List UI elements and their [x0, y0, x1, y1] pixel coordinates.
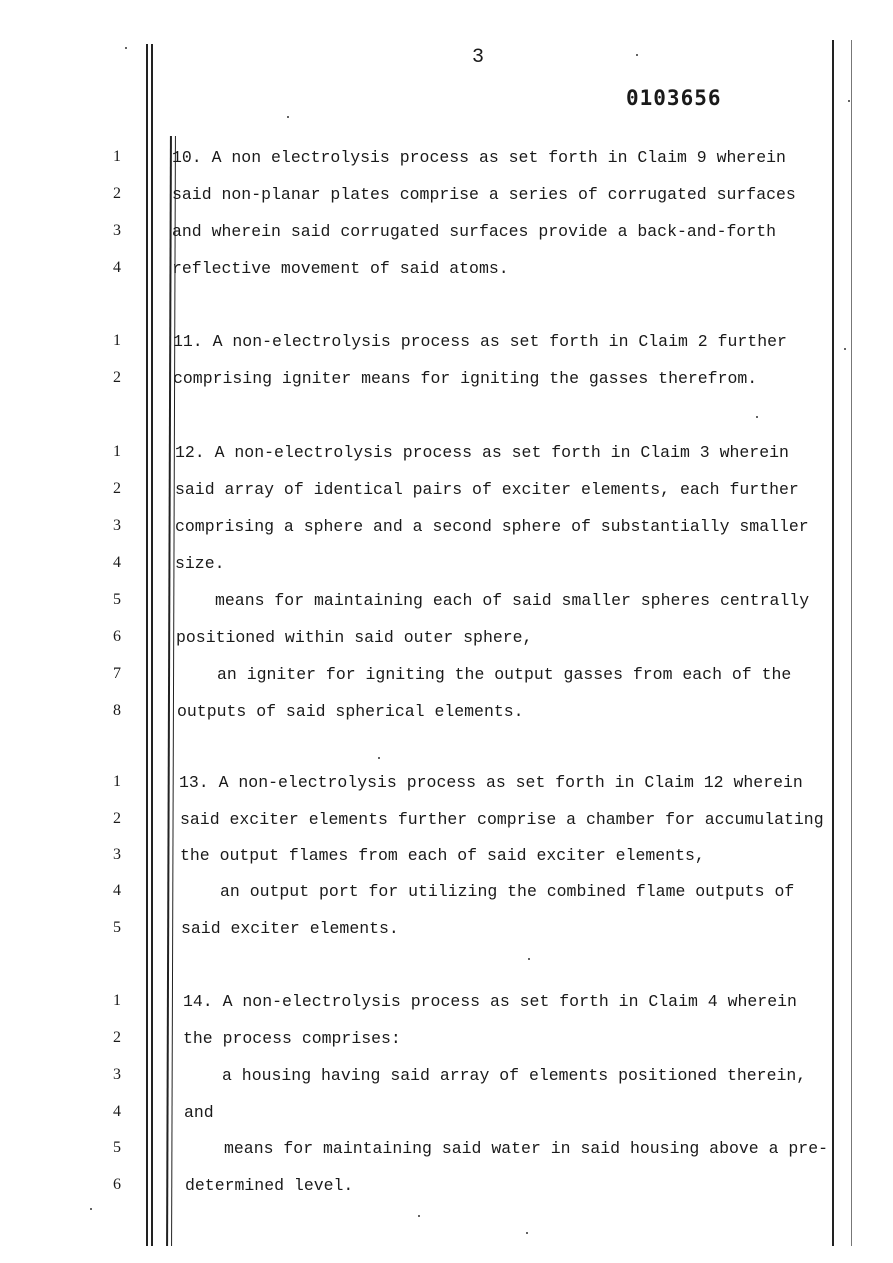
line-text: 12. A non-electrolysis process as set forth in Claim 3 wherein [175, 443, 789, 462]
scan-speck [526, 1232, 528, 1234]
line-number: 6 [113, 628, 121, 645]
claim-line [0, 443, 893, 463]
line-text: means for maintaining said water in said housing above a pre- [224, 1139, 828, 1158]
claim-line [0, 628, 893, 648]
claim-line [0, 1176, 893, 1196]
line-number: 1 [113, 773, 121, 790]
line-number: 3 [113, 1066, 121, 1083]
line-text: 11. A non-electrolysis process as set forth in Claim 2 further [173, 332, 787, 351]
page-number: 3 [472, 46, 485, 69]
claim-line [0, 480, 893, 500]
line-text: means for maintaining each of said smaller spheres centrally [215, 591, 810, 610]
line-number: 1 [113, 332, 121, 349]
claim-line [0, 810, 893, 830]
line-number: 3 [113, 222, 121, 239]
scan-speck [756, 416, 758, 418]
line-text: the output flames from each of said exciter elements, [180, 846, 705, 865]
line-number: 1 [113, 992, 121, 1009]
line-number: 5 [113, 1139, 121, 1156]
line-text: determined level. [185, 1176, 354, 1195]
line-text: positioned within said outer sphere, [176, 628, 533, 647]
line-text: a housing having said array of elements positioned therein, [222, 1066, 807, 1085]
claim-line [0, 222, 893, 242]
line-text: said non-planar plates comprise a series of corrugated surfaces [172, 185, 796, 204]
claim-line [0, 882, 893, 902]
claim-line [0, 773, 893, 793]
line-number: 4 [113, 259, 121, 276]
line-text: size. [175, 554, 225, 573]
line-text: 13. A non-electrolysis process as set forth in Claim 12 wherein [179, 773, 803, 792]
line-number: 8 [113, 702, 121, 719]
line-number: 2 [113, 369, 121, 386]
claim-line [0, 702, 893, 722]
line-text: and [184, 1103, 214, 1122]
claim-line [0, 665, 893, 685]
line-text: said exciter elements. [181, 919, 399, 938]
line-number: 2 [113, 1029, 121, 1046]
claim-line [0, 369, 893, 389]
scan-speck [636, 54, 638, 56]
line-text: comprising igniter means for igniting the gasses therefrom. [173, 369, 758, 388]
claim-line [0, 1139, 893, 1159]
claim-line [0, 1029, 893, 1049]
scan-speck [378, 757, 380, 759]
line-text: said array of identical pairs of exciter elements, each further [175, 480, 799, 499]
line-number: 2 [113, 810, 121, 827]
line-number: 2 [113, 480, 121, 497]
scan-speck [528, 958, 530, 960]
line-number: 4 [113, 554, 121, 571]
scan-speck [848, 100, 850, 102]
line-number: 1 [113, 148, 121, 165]
line-text: said exciter elements further comprise a chamber for accumulating [180, 810, 824, 829]
claim-line [0, 1103, 893, 1123]
claim-line [0, 259, 893, 279]
line-number: 6 [113, 1176, 121, 1193]
line-number: 1 [113, 443, 121, 460]
scan-speck [287, 116, 289, 118]
line-number: 4 [113, 1103, 121, 1120]
line-text: 14. A non-electrolysis process as set forth in Claim 4 wherein [183, 992, 797, 1011]
claim-line [0, 517, 893, 537]
line-number: 3 [113, 846, 121, 863]
line-number: 2 [113, 185, 121, 202]
claim-line [0, 919, 893, 939]
line-text: outputs of said spherical elements. [177, 702, 524, 721]
line-number: 5 [113, 919, 121, 936]
claim-line [0, 185, 893, 205]
scan-speck [418, 1215, 420, 1217]
line-text: reflective movement of said atoms. [172, 259, 509, 278]
line-text: an igniter for igniting the output gasses from each of the [217, 665, 792, 684]
line-text: an output port for utilizing the combined flame outputs of [220, 882, 795, 901]
claim-line [0, 332, 893, 352]
line-text: 10. A non electrolysis process as set forth in Claim 9 wherein [172, 148, 786, 167]
line-number: 5 [113, 591, 121, 608]
scan-speck [844, 348, 846, 350]
claim-line [0, 846, 893, 866]
line-text: and wherein said corrugated surfaces provide a back-and-forth [172, 222, 776, 241]
claim-line [0, 1066, 893, 1086]
document-number: 0103656 [626, 86, 722, 110]
line-text: comprising a sphere and a second sphere of substantially smaller [175, 517, 809, 536]
claim-line [0, 591, 893, 611]
scan-speck [90, 1208, 92, 1210]
line-number: 4 [113, 882, 121, 899]
claim-line [0, 148, 893, 168]
line-number: 7 [113, 665, 121, 682]
line-text: the process comprises: [183, 1029, 401, 1048]
claim-line [0, 992, 893, 1012]
scan-speck [125, 47, 127, 49]
line-number: 3 [113, 517, 121, 534]
claim-line [0, 554, 893, 574]
